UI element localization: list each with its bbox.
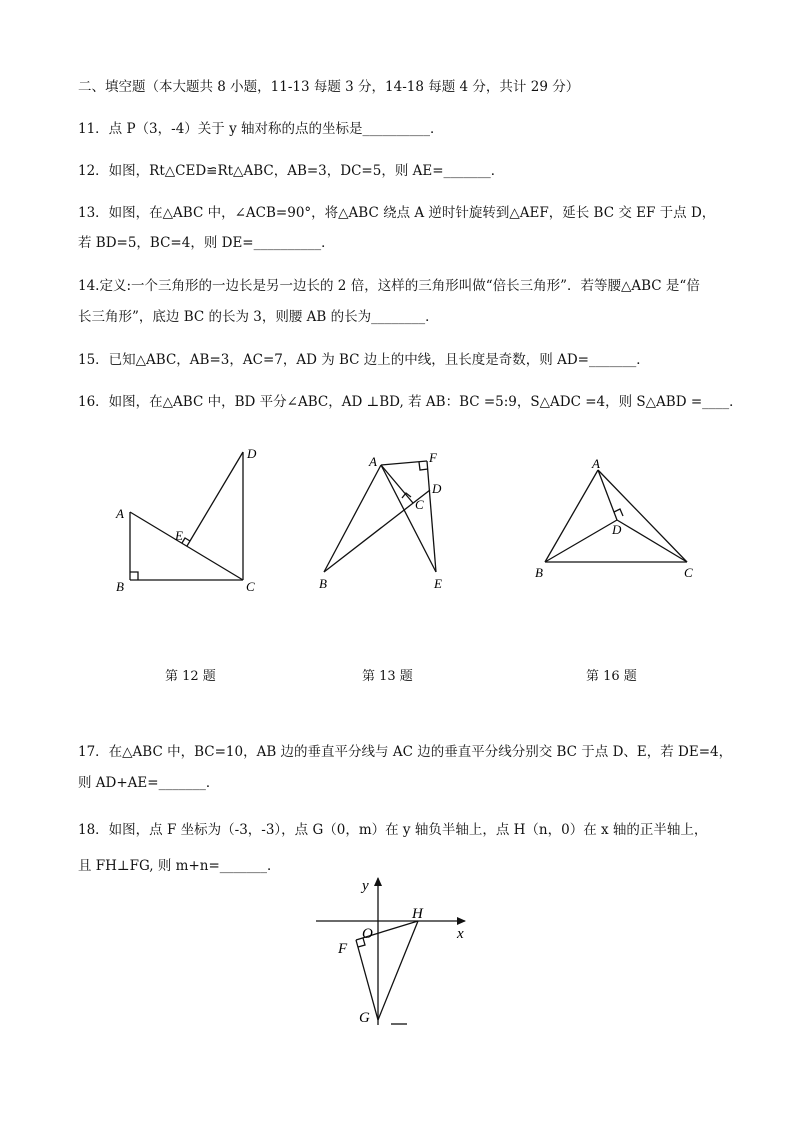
- label-a: A: [592, 456, 600, 471]
- caption-fig16: 第 16 题: [586, 669, 637, 684]
- label-h: H: [412, 906, 423, 922]
- segment-hg: [378, 921, 418, 1020]
- question-13-line1: 13．如图，在△ABC 中，∠ACB=90°，将△ABC 绕点 A 逆时针旋转到△AEF，延长 BC 交 EF 于点 D，: [78, 205, 716, 221]
- label-e: E: [434, 576, 442, 591]
- section-header: 二、填空题（本大题共 8 小题，11-13 每题 3 分，14-18 每题 4 分，共计 29 分）: [78, 79, 580, 95]
- segment-de: [187, 452, 243, 546]
- segment-bd: [545, 520, 617, 562]
- figure-16: [530, 450, 705, 585]
- question-18-line1: 18．如图，点 F 坐标为（-3，-3），点 G（0，m）在 y 轴负半轴上，点 H（n，0）在 x 轴的正半轴上，: [78, 822, 708, 838]
- question-11: 11．点 P（3，-4）关于 y 轴对称的点的坐标是__________．: [78, 121, 444, 137]
- segment-ab: [545, 470, 598, 562]
- label-g: G: [359, 1010, 370, 1026]
- question-13-line2: 若 BD=5，BC=4，则 DE=__________．: [78, 235, 335, 251]
- label-c: C: [415, 497, 424, 512]
- label-f: F: [429, 450, 437, 465]
- label-c: C: [684, 565, 693, 580]
- label-b: B: [319, 576, 327, 591]
- segment-ac: [130, 512, 243, 580]
- right-angle-b: [130, 572, 138, 580]
- question-14-line2: 长三角形”，底边 BC 的长为 3，则腰 AB 的长为________．: [78, 309, 439, 325]
- label-d: D: [247, 446, 257, 461]
- label-a: A: [369, 454, 377, 469]
- label-b: B: [535, 565, 543, 580]
- segment-ac: [598, 470, 687, 562]
- figure-18: [310, 865, 480, 1030]
- caption-fig13: 第 13 题: [362, 669, 413, 684]
- question-17-line2: 则 AD+AE=_______．: [78, 775, 220, 791]
- label-o: O: [362, 926, 373, 942]
- figure-12: [110, 440, 270, 600]
- label-f: F: [338, 941, 348, 957]
- label-y: y: [362, 878, 369, 894]
- question-14-line1: 14.定义:一个三角形的一边长是另一边长的 2 倍，这样的三角形叫做“倍长三角形”．若等腰△ABC 是“倍: [78, 278, 700, 294]
- question-12: 12．如图，Rt△CED≌Rt△ABC，AB=3，DC=5，则 AE=_______．: [78, 163, 505, 179]
- segment-ae: [381, 465, 436, 572]
- question-18-line2: 且 FH⊥FG, 则 m+n=_______．: [78, 858, 281, 874]
- segment-fg: [356, 940, 378, 1020]
- caption-fig12: 第 12 题: [165, 669, 216, 684]
- label-b: B: [116, 579, 124, 594]
- segment-fe: [427, 461, 436, 572]
- segment-ad: [598, 470, 617, 520]
- question-17-line1: 17．在△ABC 中，BC=10，AB 边的垂直平分线与 AC 边的垂直平分线分别交 BC 于点 D、E，若 DE=4，: [78, 744, 733, 760]
- label-e: E: [175, 528, 183, 543]
- label-d: D: [612, 522, 622, 537]
- question-15: 15．已知△ABC，AB=3，AC=7，AD 为 BC 边上的中线，且长度是奇数，则 AD=_______．: [78, 352, 650, 368]
- label-c: C: [246, 579, 255, 594]
- segment-ab: [324, 465, 381, 572]
- segment-af: [381, 461, 427, 465]
- label-d: D: [432, 481, 442, 496]
- label-x: x: [457, 926, 464, 942]
- label-a: A: [116, 506, 124, 521]
- figure-13: [310, 445, 455, 595]
- question-16: 16．如图，在△ABC 中，BD 平分∠ABC，AD ⊥BD, 若 AB：BC =5:9，S△ADC =4，则 S△ABD =____．: [78, 394, 743, 410]
